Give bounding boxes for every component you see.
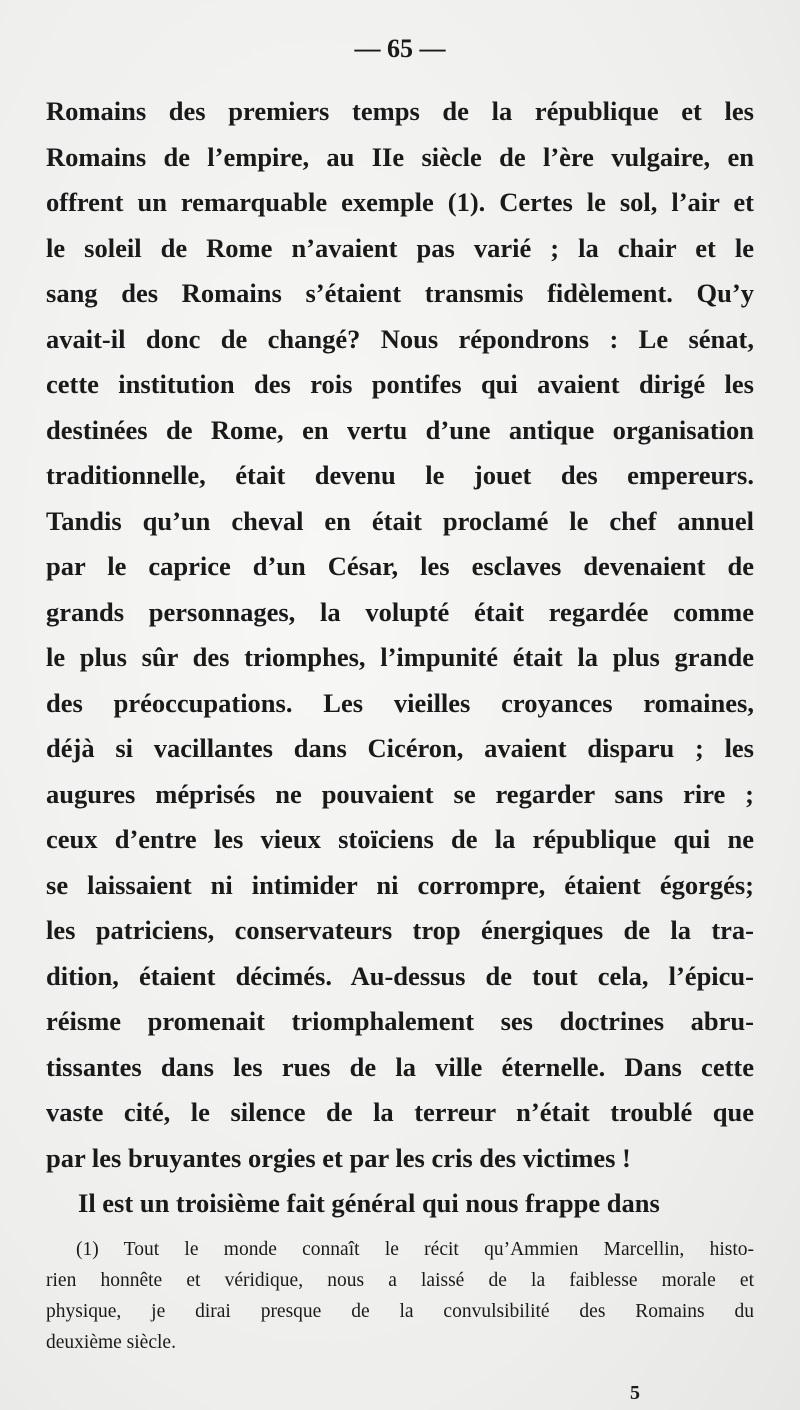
text-line: réisme promenait triomphalement ses doctrines abru- — [46, 1006, 754, 1036]
text-line: Romains des premiers temps de la république et les — [46, 96, 754, 126]
text-line: le soleil de Rome n’avaient pas varié ; la chair et le — [46, 232, 754, 263]
text-line: grands personnages, la volupté était regardée comme — [46, 596, 754, 627]
text-line: dition, étaient décimés. Au-dessus de tout cela, l’épicu- — [46, 960, 754, 991]
text-line: traditionnelle, était devenu le jouet des empereurs. — [46, 460, 754, 490]
text-line: le plus sûr des triomphes, l’impunité était la plus grande — [46, 642, 754, 672]
text-line: des préoccupations. Les vieilles croyances romaines, — [46, 687, 754, 718]
text-line: ceux d’entre les vieux stoïciens de la république qui ne — [46, 824, 754, 854]
footnote-line: physique, je dirai presque de la convulsibilité des Romains du — [46, 1301, 754, 1322]
text-line: destinées de Rome, en vertu d’une antique organisation — [46, 414, 754, 445]
signature-mark: 5 — [630, 1382, 640, 1404]
main-text — [46, 89, 754, 1227]
text-line: avait-il donc de changé? Nous répondrons : Le sénat, — [46, 323, 754, 354]
footnote-line: rien honnête et véridique, nous a laissé de la faiblesse morale et — [46, 1270, 754, 1291]
footnote-line: deuxième siècle. — [46, 1332, 176, 1353]
text-line: par les bruyantes orgies et par les cris des victimes ! — [46, 1142, 631, 1173]
footnote — [46, 1234, 754, 1358]
text-line: vaste cité, le silence de la terreur n’était troublé que — [46, 1097, 754, 1127]
text-line: Il est un troisième fait général qui nous frappe dans — [78, 1188, 660, 1218]
text-line: Romains de l’empire, au IIe siècle de l’ère vulgaire, en — [46, 141, 754, 172]
text-line: Tandis qu’un cheval en était proclamé le chef annuel — [46, 505, 754, 536]
text-line: se laissaient ni intimider ni corrompre, étaient égorgés; — [46, 869, 754, 900]
text-line: cette institution des rois pontifes qui avaient dirigé les — [46, 369, 754, 399]
text-line: augures méprisés ne pouvaient se regarder sans rire ; — [46, 778, 754, 809]
text-line: déjà si vacillantes dans Cicéron, avaient disparu ; les — [46, 733, 754, 763]
text-line: les patriciens, conservateurs trop énergiques de la tra- — [46, 915, 754, 945]
text-line: sang des Romains s’étaient transmis fidèlement. Qu’y — [46, 278, 754, 308]
text-line: offrent un remarquable exemple (1). Certes le sol, l’air et — [46, 187, 754, 217]
text-line: tissantes dans les rues de la ville éternelle. Dans cette — [46, 1051, 754, 1082]
page-number: — 65 — — [354, 34, 446, 63]
text-line: par le caprice d’un César, les esclaves devenaient de — [46, 551, 754, 581]
footnote-line: (1) Tout le monde connaît le récit qu’Ammien Marcellin, histo- — [76, 1239, 754, 1260]
